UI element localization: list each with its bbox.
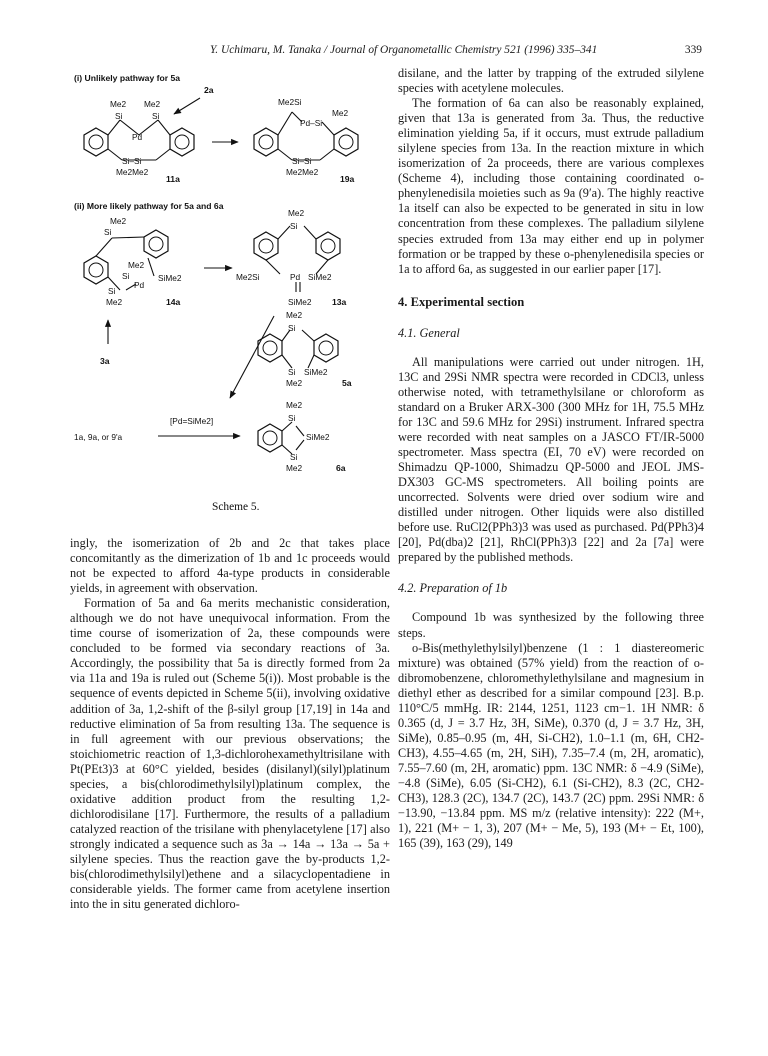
pd-label: Pd — [132, 132, 143, 142]
me2si-label: Me2Si — [236, 272, 260, 282]
page-number: 339 — [684, 44, 702, 56]
si-label: Si — [108, 286, 116, 296]
aromatic-circle — [259, 239, 273, 253]
benzene-ring — [316, 232, 340, 260]
compound-14a-label: 14a — [166, 297, 181, 307]
paragraph: ingly, the isomerization of 2b and 2c that takes place concomitantly as the dimerization of 1b and 1c proceeds would not be expected to afford 4a-type products in considerable yields, in agreement with observation. — [70, 536, 390, 596]
bond — [96, 237, 154, 290]
aromatic-circle — [339, 135, 353, 149]
benzene-ring — [254, 232, 278, 260]
aromatic-circle — [263, 341, 277, 355]
scheme-5 — [70, 72, 390, 522]
paragraph: o-Bis(methylethylsilyl)benzene (1 : 1 diastereomeric mixture) was obtained (57% yield) from the reaction of o-dibromobenzene, chloromethylethylsilane and magnesium in diethyl ether as described for a similar compound [23]. B.p. 110°C/5 mmHg. IR: 2144, 1251, 1123 cm−1. 1H NMR: δ 0.365 (d, J = 3.7 Hz, 3H, SiMe), 0.370 (d, J = 3.7 Hz, 3H, SiMe), 0.85–0.95 (m, 4H, Si-CH2), 1.0–1.1 (m, 6H, CH2-CH3), 4.55–4.65 (m, 2H, SiH), 7.35–7.4 (m, 2H, aromatic), 7.55–7.60 (m, 2H, aromatic) ppm. 13C NMR: δ −4.9 (SiMe), −4.8 (SiMe), 6.05 (Si-CH2), 6.1 (Si-CH2), 8.3 (2C, CH2-CH3), 128.3 (2C), 134.7 (2C), 143.7 (2C) ppm. 29Si NMR: δ −13.90, −13.84 ppm. MS m/z (relative intensity): 222 (M+, 1), 221 (M+ − 1, 3), 207 (M+ − Me, 5), 193 (M+ − Et, 100), 165 (39), 163 (29), 149 — [398, 640, 704, 851]
bond — [266, 226, 328, 292]
pd-label: Pd — [290, 272, 301, 282]
sime2-label: SiMe2 — [308, 272, 332, 282]
me2-label: Me2 — [286, 378, 303, 388]
si-label: Si — [288, 367, 296, 377]
benzene-ring — [334, 128, 358, 156]
aromatic-circle — [89, 135, 103, 149]
paragraph: The formation of 6a can also be reasonably explained, given that 13a is generated from 3a. Thus, the reductive elimination yielding 5a, if it occurs, must extrude palladium silylene species from 13a. In the reaction mixture in which isomerization of 2a proceeds, there are various complexes (Scheme 4), including those containing coordinated o-phenylenedisila moieties such as 9a (9′a). The highly reactive 1a itself can also be expected to be generated in situ in low concentration from these complexes. The palladium silylene species extruded from 13a may either end up in polymer formation or be trapped by these o-phenylenedisila species or 1a to afford 6a, as suggested in our earlier paper [17]. — [398, 96, 704, 276]
si-label: Si — [290, 221, 298, 231]
bond — [282, 422, 304, 454]
arrow-13a-to-5a — [230, 316, 274, 398]
pd-label: Pd — [134, 280, 145, 290]
si-label: Si — [288, 323, 296, 333]
paragraph: Formation of 5a and 6a merits mechanistic consideration, although we do not have unequivocal information. From the time course of isomerization of 2a, these compounds were concluded to be formed via secondary reactions of 3a. Accordingly, the possibility that 5a is directly formed from 2a via 11a and 19a is ruled out (Scheme 5(i)). Most probable is the sequence of events depicted in Scheme 5(ii), involving oxidative addition of 3a, 1,2-shift of the β-silyl group [17,19] in 14a and reductive elimination of 5a from resulting 13a. The sequence is in full agreement with our previous observations; the stoichiometric reaction of 1,3-dichlorohexamethyltrisilane with Pt(PEt3)3 at 60°C yielded, besides (disilanyl)(silyl)platinum species, a bis(chlorodimethylsilyl)platinum complex, the oxidative addition product from the resulting 1,2-dichlorodisilane [17]. Furthermore, the results of a palladium catalyzed reaction of the trisilane with phenylacetylene [17] also strongly indicated a sequence such as 3a → 14a → 13a → 5a + silylene species. Thus the reaction gave the by-products 1,2-bis(chlorodimethylsilyl)ethene and a silacyclopentadiene in considerable yields. The former came from acetylene insertion into the in situ generated dichloro- — [70, 596, 390, 912]
me2-label: Me2 — [110, 216, 127, 226]
si-label: Si — [290, 452, 298, 462]
sime2-label: SiMe2 — [288, 297, 312, 307]
compound-13a-label: 13a — [332, 297, 347, 307]
compound-3a-label: 3a — [100, 356, 110, 366]
aromatic-circle — [263, 431, 277, 445]
page-header — [70, 44, 702, 64]
me2-label: Me2 — [110, 99, 127, 109]
benzene-ring — [258, 424, 282, 452]
structure-5a — [258, 310, 352, 388]
sime2-label: SiMe2 — [306, 432, 330, 442]
running-head: Y. Uchimaru, M. Tanaka / Journal of Organometallic Chemistry 521 (1996) 335–341 — [210, 44, 598, 56]
benzene-ring — [84, 128, 108, 156]
me2-label: Me2 — [106, 297, 123, 307]
si-label: Si — [115, 111, 123, 121]
structure-6a — [258, 400, 346, 473]
me2-label: Me2 — [144, 99, 161, 109]
si-label: Si — [122, 271, 130, 281]
si-label: Si — [104, 227, 112, 237]
paragraph: disilane, and the latter by trapping of the extruded silylene species with acetylene molecules. — [398, 66, 704, 96]
aromatic-circle — [175, 135, 189, 149]
sime2-label: SiMe2 — [158, 273, 182, 283]
aromatic-circle — [259, 135, 273, 149]
si-label: Si — [288, 413, 296, 423]
benzene-ring — [254, 128, 278, 156]
bond — [282, 330, 314, 368]
me2me2-label: Me2Me2 — [286, 167, 319, 177]
si-label: Si — [152, 111, 160, 121]
path-i-label: (i) Unlikely pathway for 5a — [74, 73, 181, 83]
me2-label: Me2 — [286, 310, 303, 320]
me2si-label: Me2Si — [278, 97, 302, 107]
structure-14a — [84, 216, 182, 307]
me2-label: Me2 — [286, 400, 303, 410]
benzene-ring — [314, 334, 338, 362]
compound-6a-label: 6a — [336, 463, 346, 473]
left-column — [70, 536, 390, 912]
compound-19a-label: 19a — [340, 174, 355, 184]
benzene-ring — [170, 128, 194, 156]
reactants-label: 1a, 9a, or 9'a — [74, 432, 123, 442]
paragraph: All manipulations were carried out under nitrogen. 1H, 13C and 29Si NMR spectra were recorded in CDCl3, unless otherwise noted, with tetramethylsilane or chloroform as standard on a Bruker ARX-300 (300 MHz for 1H, 75.5 MHz for 13C and 59.6 MHz for 29Si) instrument. Infrared spectra were recorded with neat samples on a JASCO FT/IR-5000 spectrometer. Mass spectra (EI, 70 eV) were recorded on Shimadzu QP-1000, Shimadzu QP-5000 and JEOL JMS-DX303 GC-MS spectrometers. All boiling points are uncorrected. Solvents were dried over sodium wire and distilled under nitrogen. Other liquids were also distilled before use. RuCl2(PPh3)3 was used as purchased. Pd(PPh3)4 [20], Pd(dba)2 [21], RhCl(PPh3)3 [22] and 2a [7a] were prepared by the published methods. — [398, 354, 704, 565]
subsection-heading-preparation: 4.2. Preparation of 1b — [398, 581, 508, 596]
compound-5a-label: 5a — [342, 378, 352, 388]
aromatic-circle — [89, 263, 103, 277]
compound-2a-label: 2a — [204, 85, 214, 95]
me2me2-label: Me2Me2 — [116, 167, 149, 177]
aromatic-circle — [149, 237, 163, 251]
structure-19a — [254, 97, 358, 184]
subsection-heading-general: 4.1. General — [398, 325, 460, 340]
compound-11a-label: 11a — [166, 174, 180, 184]
me2-label: Me2 — [332, 108, 349, 118]
aromatic-circle — [319, 341, 333, 355]
section-heading: 4. Experimental section — [398, 294, 525, 309]
scheme-caption: Scheme 5. — [212, 501, 260, 513]
right-column — [398, 66, 704, 851]
pd-si-label: Pd–Si — [300, 118, 323, 128]
arrow-2a-to-11a — [174, 98, 200, 114]
structure-13a — [236, 208, 347, 307]
benzene-ring — [84, 256, 108, 284]
benzene-ring — [144, 230, 168, 258]
me2-label: Me2 — [128, 260, 145, 270]
paragraph: Compound 1b was synthesized by the following three steps. — [398, 610, 704, 640]
me2-label: Me2 — [288, 208, 305, 218]
path-ii-label: (ii) More likely pathway for 5a and 6a — [74, 201, 224, 211]
reagent-label: [Pd=SiMe2] — [170, 416, 214, 426]
si-si-label: Si–Si — [292, 156, 312, 166]
me2-label: Me2 — [286, 463, 303, 473]
si-si-label: Si–Si — [122, 156, 142, 166]
aromatic-circle — [321, 239, 335, 253]
sime2-label: SiMe2 — [304, 367, 328, 377]
